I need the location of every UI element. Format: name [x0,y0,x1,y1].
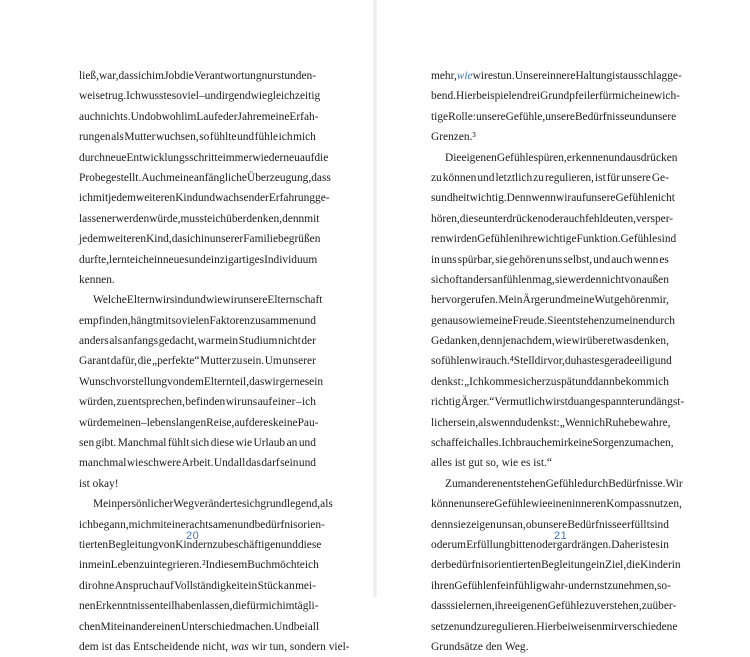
text-line: ich begann, mich mit einer achtsamen und bedürfnisorien- [79,518,325,531]
text-line: sen gibt. Manchmal fühlt sich diese wie Urlaub an und [79,437,316,450]
text-line: Gedanken, denn je nachdem, wie wir über etwas denken, [431,335,669,348]
text-line: ich mit jedem weiteren Kind und wachsender Erfahrung ge- [79,192,330,205]
text-line: mehr, wie wir es tun. Unsere innere Haltung ist ausschlagge- [431,70,682,82]
text-line: weise trug. Ich wusste so viel – und irgendwie gleichzeitig [79,90,321,103]
text-line: jedem weiteren Kind, das ich in unserer Familie begrüßen [79,233,321,246]
text-line: empfinden, hängt mit so vielen Faktoren zusammen und [79,314,316,327]
text-line: Wunschvorstellung von dem Elternteil, das wir gerne sein [79,375,324,388]
left-page-text [79,66,350,657]
text-line: denkst: „Ich komme sicher zu spät und dann bekomm ich [431,375,669,388]
text-line: in mein Leben zu integrieren.² In diesem Buch möchte ich [79,559,319,572]
text-line: auch nichts. Und obwohl im Laufe der Jahre meine Erfah- [79,110,319,123]
text-line: Mein persönlicher Weg veränderte sich grundlegend, als [93,498,333,511]
book-gutter [373,0,377,597]
text-line: Grenzen.³ [431,131,476,144]
paragraph [79,494,350,657]
text-line: können unsere Gefühle wie einen inneren Kompass nutzen, [431,498,682,511]
text-line: dem ist das Entscheidende nicht, was wir tun, sondern viel- [79,640,350,653]
text-line: zu können und letztlich zu regulieren, ist für unsere Ge- [431,171,669,184]
text-line: tige Rolle: unsere Gefühle, unsere Bedürfnisse und unsere [431,110,677,123]
text-line: lassener werden würde, musste ich überdenken, denn mit [79,212,320,225]
text-line: rungen als Mutter wuchsen, so fühlte und fühle ich mich [79,131,316,144]
text-line: dass sie lernen, ihre eigenen Gefühle zu verstehen, zu über- [431,600,677,613]
text-line: Welche Eltern wir sind und wie wir unsere Elternschaft [93,294,323,307]
text-line: manchmal wie schwere Arbeit. Und all das darf sein und [79,457,316,470]
paragraph [79,66,331,290]
text-line: durch neue Entwicklungsschritte immer wieder neu auf die [79,151,329,164]
text-line: bend. Hierbei spielen drei Grundpfeiler für mich eine wich- [431,90,680,103]
text-line: ließ, war, dass ich im Job die Verantwortung nur stunden- [79,70,316,82]
text-line: Garant dafür, die „perfekte“ Mutter zu sein. Um unserer [79,355,316,368]
text-line: nen Erkenntnissen teilhaben lassen, die für mich im tägli- [79,600,319,613]
paragraph [431,474,683,657]
text-line: chen Miteinander einen Unterschied machen. Und bei all [79,620,320,633]
text-line: Probe gestellt. Auch meine anfängliche Überzeugung, dass [79,171,331,184]
text-line: würde meinen – lebenslangen Reise, auf der es keine Pau- [79,416,319,429]
text-line: Zum anderen entstehen Gefühle durch Bedürfnisse. Wir [445,477,683,490]
text-line: ist okay! [79,477,119,490]
text-line: genauso wie meine Freude. Sie entstehen zum einen durch [431,314,675,327]
text-line: sich oft anders anfühlen mag, sie werden nicht von außen [431,273,669,286]
text-line: anders als anfangs gedacht, war mein Studium nicht der [79,335,316,348]
text-line: ren wir den Gefühlen ihre wichtige Funktion. Gefühle sind [431,233,677,246]
text-line: in uns spürbar, sie gehören uns selbst, und auch wenn es [431,253,669,266]
text-line: würden, zu entsprechen, befinden wir uns auf einer – ich [79,396,316,409]
text-line: so fühlen wir auch.⁴ Stell dir vor, du hast es gerade eilig und [431,355,672,368]
text-line: setzen und zu regulieren. Hierbei weisen mir verschiedene [431,620,678,633]
text-line: kennen. [79,273,115,286]
right-page-text [431,66,685,657]
text-line: oder um Erfüllung bitten oder gar drängen. Daher ist es in [431,538,669,551]
page-number-left: 20 [186,530,200,542]
text-line: ihren Gefühlen feinfühlig wahr- und ernst zu nehmen, so- [431,579,671,592]
text-line: sundheit wichtig. Denn wenn wir auf unsere Gefühle nicht [431,192,675,205]
text-line: Die eigenen Gefühle spüren, erkennen und ausdrücken [445,151,678,164]
text-line: alles ist gut so, wie es ist.“ [431,457,552,470]
paragraph [79,290,324,494]
text-line: hervorgerufen. Mein Ärger und meine Wut gehören mir, [431,294,669,307]
text-line: schaffe ich alles. Ich brauche mir keine Sorgen zu machen, [431,437,674,450]
text-line: richtig Ärger.“ Vermutlich wirst du angespannter und ängst- [431,396,685,409]
text-line: der bedürfnisorientierten Begleitung ein Ziel, die Kinder in [431,559,681,572]
text-line: durfte, lernte ich ein neues und einzigartiges Individuum [79,253,318,266]
text-line: licher sein, als wenn du denkst: „Wenn ich Ruhe bewahre, [431,416,671,429]
text-line: hören, diese unterdrücken oder auch fehldeuten, versper- [431,212,674,225]
paragraph [431,66,682,148]
text-line: tierten Begleitung von Kindern zu beschäftigen und diese [79,538,322,551]
text-line: Grundsätze den Weg. [431,640,529,653]
paragraph [431,148,685,474]
page-number-right: 21 [554,530,568,542]
text-line: denn sie zeigen uns an, ob unsere Bedürfnisse erfüllt sind [431,518,669,531]
text-line: dir ohne Anspruch auf Vollständigkeit ein Stück an mei- [79,579,316,592]
